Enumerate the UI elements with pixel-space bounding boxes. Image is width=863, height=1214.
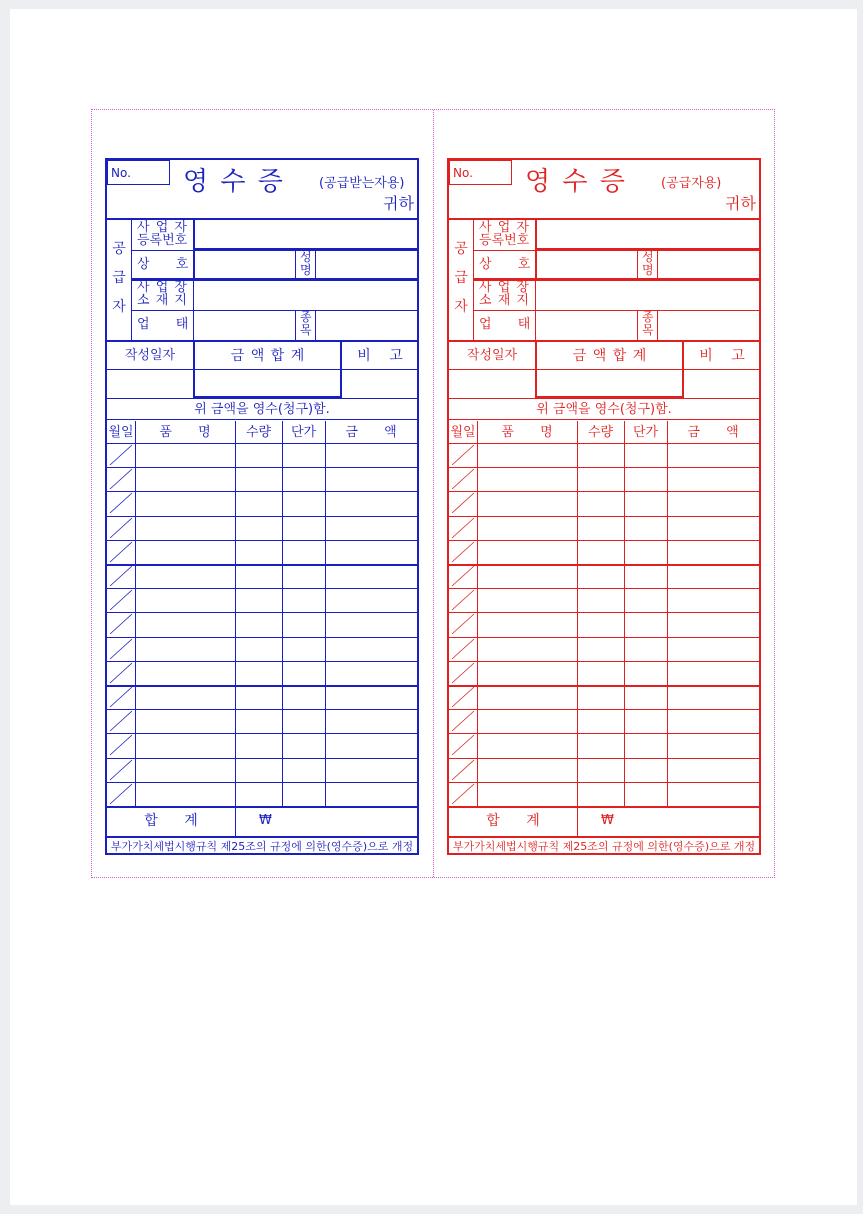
copy-label: (공급자용) bbox=[661, 176, 722, 191]
date-slash bbox=[107, 637, 134, 661]
supplier-label-char: 급 bbox=[454, 270, 468, 286]
date-slash bbox=[449, 782, 476, 806]
date-slash bbox=[449, 588, 476, 612]
date-slash bbox=[107, 612, 134, 636]
item-row-line bbox=[449, 491, 759, 492]
date-slash bbox=[449, 564, 476, 588]
row-line bbox=[107, 443, 417, 444]
column-price: 단가 bbox=[290, 425, 317, 440]
column-line bbox=[325, 421, 326, 806]
item-row-line bbox=[107, 540, 417, 541]
item-row-line bbox=[449, 637, 759, 638]
footer-divider bbox=[449, 836, 759, 838]
date-slash bbox=[449, 661, 476, 685]
column-date: 월일 bbox=[108, 425, 134, 440]
type-divider bbox=[295, 310, 296, 340]
supplier-label-char: 자 bbox=[454, 299, 468, 315]
column-quantity: 수량 bbox=[587, 425, 614, 440]
receipt-statement: 위 금액을 영수(청구)함. bbox=[194, 402, 330, 417]
date-slash bbox=[449, 467, 476, 491]
item-row-line bbox=[107, 685, 417, 687]
row-line bbox=[107, 419, 417, 420]
column-line bbox=[235, 421, 236, 806]
item-type-label: 종 bbox=[300, 310, 312, 324]
date-slash bbox=[107, 540, 134, 564]
date-slash bbox=[449, 733, 476, 757]
item-row-line bbox=[107, 782, 417, 783]
date-label: 작성일자 bbox=[466, 348, 518, 363]
column-line bbox=[282, 421, 283, 806]
date-slash bbox=[107, 733, 134, 757]
receipt-title: 영 수 증 bbox=[183, 167, 285, 197]
row-line bbox=[449, 419, 759, 420]
name-label: 명 bbox=[300, 263, 312, 277]
item-type-label: 목 bbox=[642, 323, 654, 337]
column-date: 월일 bbox=[450, 425, 476, 440]
footer-divider bbox=[107, 836, 417, 838]
item-row-line bbox=[449, 467, 759, 468]
reg-box-line bbox=[193, 220, 195, 280]
name-label: 명 bbox=[642, 263, 654, 277]
item-row-line bbox=[107, 564, 417, 566]
column-line bbox=[624, 421, 625, 806]
won-symbol: ₩ bbox=[601, 813, 614, 828]
date-slash bbox=[107, 516, 134, 540]
date-slash bbox=[107, 709, 134, 733]
item-row-line bbox=[449, 612, 759, 613]
date-slash bbox=[107, 685, 134, 709]
date-slash bbox=[449, 758, 476, 782]
supplier-label-char: 자 bbox=[112, 299, 126, 315]
item-row-line bbox=[449, 758, 759, 759]
cut-guide-center bbox=[433, 110, 434, 877]
company-label: 상 호 bbox=[479, 257, 531, 272]
type-divider bbox=[637, 310, 638, 340]
total-amount-label: 금 액 합 계 bbox=[572, 348, 648, 364]
reg-box-line bbox=[535, 220, 537, 280]
remarks-label: 비 고 bbox=[699, 348, 745, 364]
name-divider bbox=[637, 250, 638, 280]
item-type-label: 종 bbox=[642, 310, 654, 324]
item-row-line bbox=[107, 758, 417, 759]
column-line bbox=[477, 421, 478, 806]
company-label: 상 호 bbox=[137, 257, 189, 272]
reg-number-label: 등록번호 bbox=[479, 233, 530, 248]
receipt-customer-copy bbox=[105, 158, 419, 855]
name-label: 성 bbox=[642, 250, 654, 264]
sum-divider bbox=[577, 806, 578, 836]
date-label: 작성일자 bbox=[124, 348, 176, 363]
item-row-line bbox=[107, 516, 417, 517]
date-slash bbox=[449, 491, 476, 515]
date-slash bbox=[107, 661, 134, 685]
date-slash bbox=[107, 588, 134, 612]
item-row-line bbox=[107, 661, 417, 662]
address-label: 사 업 장 bbox=[479, 280, 530, 295]
row-line bbox=[131, 250, 417, 251]
number-label: No. bbox=[111, 166, 131, 180]
name-label: 성 bbox=[300, 250, 312, 264]
item-row-line bbox=[107, 612, 417, 613]
reg-number-label: 사 업 자 bbox=[479, 220, 530, 235]
row-line bbox=[449, 398, 759, 399]
supplier-label-char: 공 bbox=[112, 241, 126, 257]
footer-note: 부가가치세법시행규칙 제25조의 규정에 의한(영수증)으로 개정 bbox=[452, 840, 756, 853]
column-line bbox=[135, 421, 136, 806]
item-row-line bbox=[449, 685, 759, 687]
address-label: 소 재 지 bbox=[479, 293, 530, 308]
row-line bbox=[473, 310, 759, 311]
name-divider bbox=[315, 250, 316, 280]
item-row-line bbox=[449, 782, 759, 783]
type-divider bbox=[657, 310, 658, 340]
supplier-label-char: 급 bbox=[112, 270, 126, 286]
row-line bbox=[131, 310, 417, 311]
date-slash bbox=[107, 564, 134, 588]
total-amount-label: 금 액 합 계 bbox=[230, 348, 306, 364]
item-row-line bbox=[107, 733, 417, 734]
business-label: 업 태 bbox=[479, 317, 531, 332]
sum-label: 합 계 bbox=[486, 813, 540, 829]
item-row-line bbox=[449, 516, 759, 517]
date-slash bbox=[107, 443, 134, 467]
item-row-line bbox=[107, 467, 417, 468]
column-price: 단가 bbox=[632, 425, 659, 440]
name-divider bbox=[295, 250, 296, 280]
column-amount: 금 액 bbox=[687, 425, 739, 440]
honorific-label: 귀하 bbox=[383, 194, 414, 213]
sum-label: 합 계 bbox=[144, 813, 198, 829]
column-amount: 금 액 bbox=[345, 425, 397, 440]
date-slash bbox=[107, 758, 134, 782]
date-slash bbox=[449, 637, 476, 661]
receipt-statement: 위 금액을 영수(청구)함. bbox=[536, 402, 672, 417]
number-label: No. bbox=[453, 166, 473, 180]
item-row-line bbox=[449, 661, 759, 662]
name-divider bbox=[657, 250, 658, 280]
item-row-line bbox=[449, 588, 759, 589]
address-label: 사 업 장 bbox=[137, 280, 188, 295]
reg-number-label: 사 업 자 bbox=[137, 220, 188, 235]
item-row-line bbox=[107, 806, 417, 808]
item-row-line bbox=[449, 540, 759, 541]
date-slash bbox=[107, 467, 134, 491]
row-line bbox=[449, 443, 759, 444]
column-item: 품 명 bbox=[159, 425, 211, 440]
business-label: 업 태 bbox=[137, 317, 189, 332]
item-row-line bbox=[449, 733, 759, 734]
column-line bbox=[577, 421, 578, 806]
date-slash bbox=[449, 443, 476, 467]
total-amount-box bbox=[535, 340, 684, 398]
type-divider bbox=[315, 310, 316, 340]
date-slash bbox=[449, 685, 476, 709]
item-row-line bbox=[449, 564, 759, 566]
reg-number-label: 등록번호 bbox=[137, 233, 188, 248]
won-symbol: ₩ bbox=[259, 813, 272, 828]
column-line bbox=[667, 421, 668, 806]
copy-label: (공급받는자용) bbox=[319, 176, 405, 191]
remarks-label: 비 고 bbox=[357, 348, 403, 364]
item-row-line bbox=[449, 709, 759, 710]
sum-divider bbox=[235, 806, 236, 836]
date-slash bbox=[449, 516, 476, 540]
receipt-supplier-copy bbox=[447, 158, 761, 855]
row-line bbox=[107, 398, 417, 399]
item-row-line bbox=[107, 588, 417, 589]
date-slash bbox=[107, 782, 134, 806]
date-slash bbox=[449, 709, 476, 733]
date-slash bbox=[449, 540, 476, 564]
receipt-title: 영 수 증 bbox=[525, 167, 627, 197]
column-quantity: 수량 bbox=[245, 425, 272, 440]
supplier-label-char: 공 bbox=[454, 241, 468, 257]
item-row-line bbox=[107, 709, 417, 710]
item-row-line bbox=[107, 637, 417, 638]
column-item: 품 명 bbox=[501, 425, 553, 440]
item-row-line bbox=[449, 806, 759, 808]
item-type-label: 목 bbox=[300, 323, 312, 337]
item-row-line bbox=[107, 491, 417, 492]
date-slash bbox=[449, 612, 476, 636]
address-label: 소 재 지 bbox=[137, 293, 188, 308]
footer-note: 부가가치세법시행규칙 제25조의 규정에 의한(영수증)으로 개정 bbox=[110, 840, 414, 853]
date-slash bbox=[107, 491, 134, 515]
total-amount-box bbox=[193, 340, 342, 398]
row-line bbox=[473, 250, 759, 251]
honorific-label: 귀하 bbox=[725, 194, 756, 213]
